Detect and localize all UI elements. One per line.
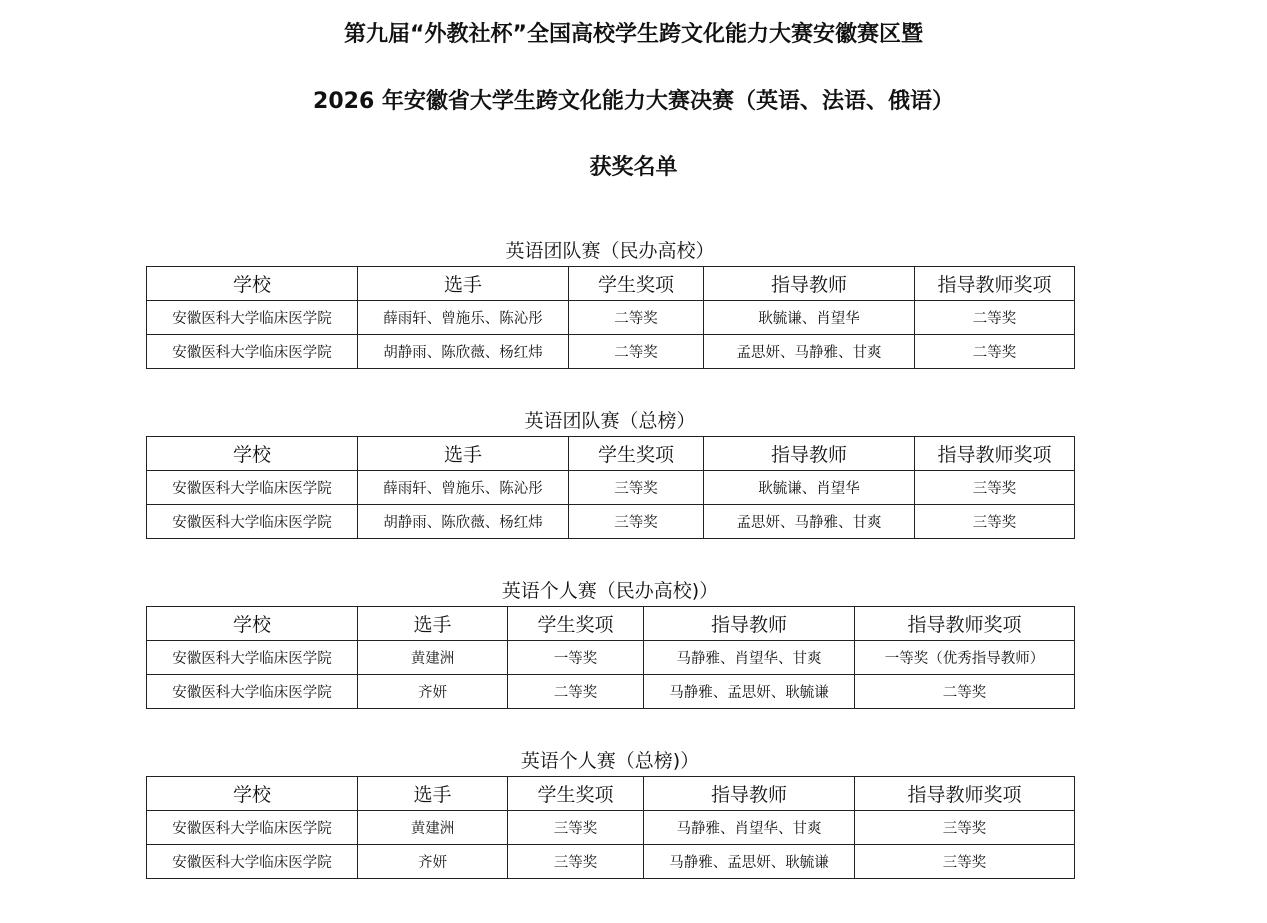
cell-school: 安徽医科大学临床医学院 <box>147 641 358 675</box>
cell-contestants: 齐妍 <box>358 675 508 709</box>
cell-school: 安徽医科大学临床医学院 <box>147 301 358 335</box>
table-header-row <box>147 267 1075 301</box>
cell-advisors: 马静雅、肖望华、甘爽 <box>644 811 855 845</box>
table-row <box>147 471 1075 505</box>
award-list-heading: 获奖名单 <box>589 155 678 180</box>
header-advisors: 指导教师 <box>704 267 915 301</box>
table-header-row <box>147 777 1075 811</box>
cell-contestants: 薛雨轩、曾施乐、陈沁彤 <box>358 471 569 505</box>
cell-contestants: 黄建洲 <box>358 811 508 845</box>
cell-advisors: 耿毓谦、肖望华 <box>704 471 915 505</box>
cell-advisor-award: 三等奖 <box>855 845 1075 879</box>
header-student-award: 学生奖项 <box>508 607 644 641</box>
header-contestants: 选手 <box>358 437 569 471</box>
section-team-overall <box>146 406 1074 539</box>
cell-contestants: 黄建洲 <box>358 641 508 675</box>
cell-school: 安徽医科大学临床医学院 <box>147 471 358 505</box>
table-row <box>147 335 1075 369</box>
table-row <box>147 505 1075 539</box>
cell-advisor-award: 二等奖 <box>915 301 1075 335</box>
cell-school: 安徽医科大学临床医学院 <box>147 811 358 845</box>
cell-student-award: 三等奖 <box>508 845 644 879</box>
cell-advisor-award: 三等奖 <box>855 811 1075 845</box>
cell-advisors: 马静雅、孟思妍、耿毓谦 <box>644 675 855 709</box>
cell-school: 安徽医科大学临床医学院 <box>147 845 358 879</box>
section-individual-private <box>146 576 1074 709</box>
cell-student-award: 二等奖 <box>569 335 704 369</box>
cell-advisors: 耿毓谦、肖望华 <box>704 301 915 335</box>
section-caption: 英语个人赛（民办高校)） <box>501 580 719 602</box>
award-table <box>146 436 1075 539</box>
cell-school: 安徽医科大学临床医学院 <box>147 675 358 709</box>
table-header-row <box>147 607 1075 641</box>
header-advisors: 指导教师 <box>704 437 915 471</box>
header-student-award: 学生奖项 <box>508 777 644 811</box>
section-team-private <box>146 236 1074 369</box>
header-student-award: 学生奖项 <box>569 267 704 301</box>
award-table <box>146 266 1075 369</box>
table-row <box>147 301 1075 335</box>
cell-advisors: 孟思妍、马静雅、甘爽 <box>704 335 915 369</box>
cell-contestants: 胡静雨、陈欣薇、杨红炜 <box>358 335 569 369</box>
header-school: 学校 <box>147 777 358 811</box>
document-subtitle: 2026 年安徽省大学生跨文化能力大赛决赛（英语、法语、俄语） <box>313 89 954 114</box>
header-contestants: 选手 <box>358 777 508 811</box>
table-row <box>147 641 1075 675</box>
header-student-award: 学生奖项 <box>569 437 704 471</box>
header-advisor-award: 指导教师奖项 <box>915 437 1075 471</box>
cell-student-award: 二等奖 <box>569 301 704 335</box>
cell-advisor-award: 二等奖 <box>915 335 1075 369</box>
cell-contestants: 齐妍 <box>358 845 508 879</box>
table-row <box>147 675 1075 709</box>
cell-student-award: 二等奖 <box>508 675 644 709</box>
cell-contestants: 薛雨轩、曾施乐、陈沁彤 <box>358 301 569 335</box>
cell-student-award: 一等奖 <box>508 641 644 675</box>
header-school: 学校 <box>147 607 358 641</box>
header-advisor-award: 指导教师奖项 <box>855 607 1075 641</box>
cell-advisor-award: 一等奖（优秀指导教师） <box>855 641 1075 675</box>
section-caption: 英语团队赛（总榜） <box>524 410 696 432</box>
cell-advisors: 孟思妍、马静雅、甘爽 <box>704 505 915 539</box>
award-table <box>146 776 1075 879</box>
section-individual-overall <box>146 746 1074 879</box>
cell-advisor-award: 三等奖 <box>915 505 1075 539</box>
document-title: 第九届“外教社杯”全国高校学生跨文化能力大赛安徽赛区暨 <box>344 22 923 47</box>
table-row <box>147 845 1075 879</box>
cell-school: 安徽医科大学临床医学院 <box>147 335 358 369</box>
header-contestants: 选手 <box>358 267 569 301</box>
cell-advisor-award: 三等奖 <box>915 471 1075 505</box>
header-contestants: 选手 <box>358 607 508 641</box>
cell-student-award: 三等奖 <box>569 471 704 505</box>
cell-advisor-award: 二等奖 <box>855 675 1075 709</box>
header-advisor-award: 指导教师奖项 <box>915 267 1075 301</box>
header-school: 学校 <box>147 267 358 301</box>
table-row <box>147 811 1075 845</box>
cell-student-award: 三等奖 <box>569 505 704 539</box>
cell-contestants: 胡静雨、陈欣薇、杨红炜 <box>358 505 569 539</box>
section-caption: 英语团队赛（民办高校） <box>505 240 715 262</box>
table-header-row <box>147 437 1075 471</box>
cell-school: 安徽医科大学临床医学院 <box>147 505 358 539</box>
cell-advisors: 马静雅、孟思妍、耿毓谦 <box>644 845 855 879</box>
cell-student-award: 三等奖 <box>508 811 644 845</box>
section-caption: 英语个人赛（总榜)） <box>520 750 700 772</box>
header-advisor-award: 指导教师奖项 <box>855 777 1075 811</box>
header-school: 学校 <box>147 437 358 471</box>
header-advisors: 指导教师 <box>644 777 855 811</box>
cell-advisors: 马静雅、肖望华、甘爽 <box>644 641 855 675</box>
award-table <box>146 606 1075 709</box>
header-advisors: 指导教师 <box>644 607 855 641</box>
